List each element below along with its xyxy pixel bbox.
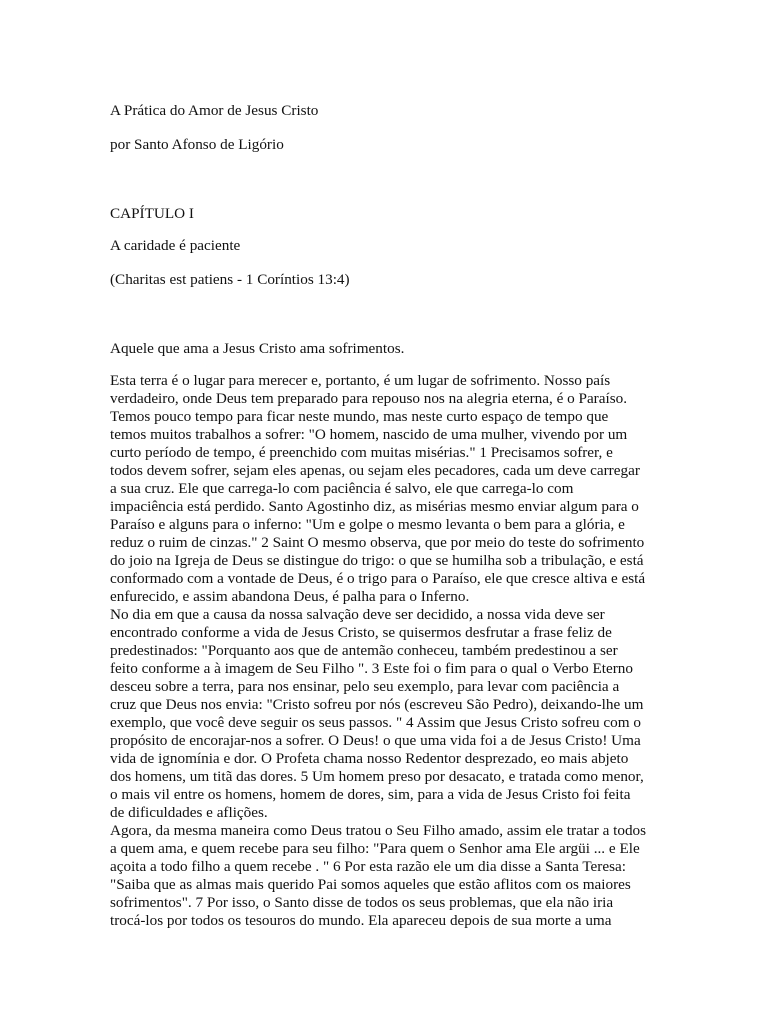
paragraph-line: exemplo, que você deve seguir os seus passos. " 4 Assim que Jesus Cristo sofreu com o	[110, 714, 641, 731]
paragraph-line: trocá-los por todos os tesouros do mundo. Ela apareceu depois de sua morte a uma	[110, 912, 612, 929]
paragraph-line: predestinados: "Porquanto aos que de antemão conheceu, também predestinou a ser	[110, 642, 618, 659]
paragraph-1	[110, 372, 662, 606]
paragraph-2	[110, 606, 662, 822]
document-author: por Santo Afonso de Ligório	[110, 136, 284, 153]
paragraph-3	[110, 822, 662, 930]
paragraph-line: Paraíso e alguns para o inferno: "Um e golpe o mesmo levanta o bem para a glória, e	[110, 516, 625, 533]
chapter-heading: CAPÍTULO I	[110, 205, 194, 222]
paragraph-line: enfurecido, e assim abandona Deus, é palha para o Inferno.	[110, 588, 470, 605]
paragraph-line: açoita a todo filho a quem recebe . " 6 Por esta razão ele um dia disse a Santa Teresa:	[110, 858, 626, 875]
paragraph-line: verdadeiro, onde Deus tem preparado para repouso nos na alegria eterna, é o Paraíso.	[110, 390, 628, 407]
paragraph-line: impaciência está perdido. Santo Agostinho diz, as misérias mesmo enviar algum para o	[110, 498, 639, 515]
paragraph-line: "Saiba que as almas mais querido Pai somos aqueles que estão aflitos com os maiores	[110, 876, 631, 893]
paragraph-line: encontrado conforme a vida de Jesus Cristo, se quisermos desfrutar a frase feliz de	[110, 624, 612, 641]
paragraph-line: o mais vil entre os homens, homem de dores, sim, para a vida de Jesus Cristo foi feita	[110, 786, 631, 803]
paragraph-line: Esta terra é o lugar para merecer e, portanto, é um lugar de sofrimento. Nosso país	[110, 372, 611, 389]
paragraph-line: a sua cruz. Ele que carrega-lo com paciência é salvo, ele que carrega-lo com	[110, 480, 574, 497]
paragraph-line: curto período de tempo, é preenchido com muitas misérias." 1 Precisamos sofrer, e	[110, 444, 613, 461]
paragraph-line: reduz o ruim de cinzas." 2 Saint O mesmo observa, que por meio do teste do sofrimento	[110, 534, 645, 551]
paragraph-line: Temos pouco tempo para ficar neste mundo, mas neste curto espaço de tempo que	[110, 408, 609, 425]
paragraph-line: sofrimentos". 7 Por isso, o Santo disse de todos os seus problemas, que ela não iria	[110, 894, 614, 911]
paragraph-line: vida de ignomínia e dor. O Profeta chama nosso Redentor desprezado, eo mais abjeto	[110, 750, 629, 767]
paragraph-line: desceu sobre a terra, para nos ensinar, pelo seu exemplo, para levar com paciência a	[110, 678, 620, 695]
paragraph-line: feito conforme a à imagem de Seu Filho ". 3 Este foi o fim para o qual o Verbo Eterno	[110, 660, 633, 677]
paragraph-line: No dia em que a causa da nossa salvação deve ser decidido, a nossa vida deve ser	[110, 606, 605, 623]
paragraph-line: todos devem sofrer, sejam eles apenas, ou sejam eles pecadores, cada um deve carregar	[110, 462, 640, 479]
opening-sentence: Aquele que ama a Jesus Cristo ama sofrimentos.	[110, 340, 405, 357]
paragraph-line: Agora, da mesma maneira como Deus tratou o Seu Filho amado, assim ele tratar a todos	[110, 822, 647, 839]
document-title: A Prática do Amor de Jesus Cristo	[110, 102, 319, 119]
paragraph-line: cruz que Deus nos envia: "Cristo sofreu por nós (escreveu São Pedro), deixando-lhe um	[110, 696, 644, 713]
epigraph: (Charitas est patiens - 1 Coríntios 13:4)	[110, 271, 350, 288]
paragraph-line: do joio na Igreja de Deus se distingue do trigo: o que se humilha sob a tribulação, e está	[110, 552, 644, 569]
paragraph-line: de dificuldades e aflições.	[110, 804, 268, 821]
paragraph-line: temos muitos trabalhos a sofrer: "O homem, nascido de uma mulher, vivendo por um	[110, 426, 628, 443]
paragraph-line: propósito de encorajar-nos a sofrer. O Deus! o que uma vida foi a de Jesus Cristo! Uma	[110, 732, 641, 749]
paragraph-line: a quem ama, e quem recebe para seu filho: "Para quem o Senhor ama Ele argüi ... e Ele	[110, 840, 640, 857]
chapter-subtitle: A caridade é paciente	[110, 237, 241, 254]
paragraph-line: conformado com a vontade de Deus, é o trigo para o Paraíso, ele que cresce altiva e está	[110, 570, 646, 587]
paragraph-line: dos homens, um titã das dores. 5 Um homem preso por desacato, e tratada como menor,	[110, 768, 644, 785]
